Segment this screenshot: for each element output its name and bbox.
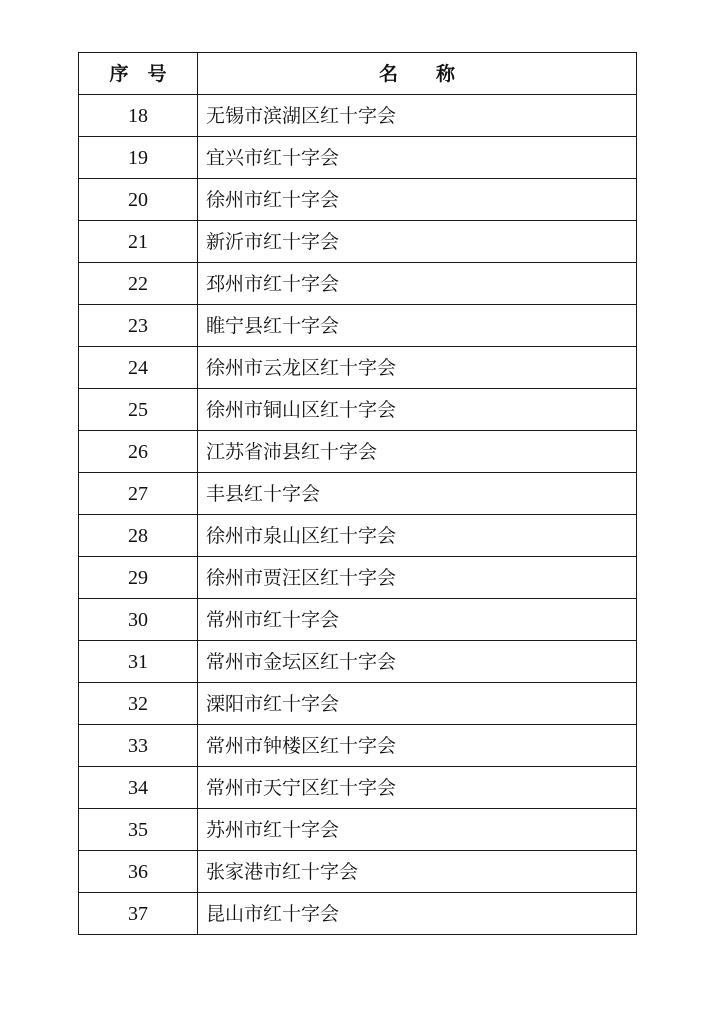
table-row	[79, 515, 637, 557]
row-name: 邳州市红十字会	[198, 263, 637, 305]
table-row	[79, 263, 637, 305]
row-number: 36	[79, 851, 198, 893]
table-row	[79, 347, 637, 389]
row-number: 28	[79, 515, 198, 557]
table-row	[79, 137, 637, 179]
table-row	[79, 641, 637, 683]
table-row	[79, 725, 637, 767]
header-row	[79, 53, 637, 95]
table-row	[79, 473, 637, 515]
header-number: 序 号	[79, 53, 198, 95]
row-name: 昆山市红十字会	[198, 893, 637, 935]
row-name: 睢宁县红十字会	[198, 305, 637, 347]
table-row	[79, 305, 637, 347]
row-number: 37	[79, 893, 198, 935]
row-name: 宜兴市红十字会	[198, 137, 637, 179]
row-number: 32	[79, 683, 198, 725]
row-number: 23	[79, 305, 198, 347]
row-name: 徐州市贾汪区红十字会	[198, 557, 637, 599]
row-name: 丰县红十字会	[198, 473, 637, 515]
row-name: 无锡市滨湖区红十字会	[198, 95, 637, 137]
row-number: 18	[79, 95, 198, 137]
table-row	[79, 431, 637, 473]
row-name: 徐州市铜山区红十字会	[198, 389, 637, 431]
table-row	[79, 683, 637, 725]
row-name: 常州市天宁区红十字会	[198, 767, 637, 809]
row-number: 19	[79, 137, 198, 179]
row-number: 27	[79, 473, 198, 515]
row-number: 31	[79, 641, 198, 683]
row-name: 常州市金坛区红十字会	[198, 641, 637, 683]
row-number: 20	[79, 179, 198, 221]
row-number: 35	[79, 809, 198, 851]
table-row	[79, 599, 637, 641]
row-name: 常州市钟楼区红十字会	[198, 725, 637, 767]
row-number: 21	[79, 221, 198, 263]
table-row	[79, 389, 637, 431]
header-name: 名 称	[198, 53, 637, 95]
row-number: 24	[79, 347, 198, 389]
row-name: 徐州市云龙区红十字会	[198, 347, 637, 389]
table-row	[79, 95, 637, 137]
row-name: 苏州市红十字会	[198, 809, 637, 851]
row-number: 25	[79, 389, 198, 431]
row-number: 33	[79, 725, 198, 767]
row-number: 29	[79, 557, 198, 599]
row-number: 26	[79, 431, 198, 473]
row-name: 张家港市红十字会	[198, 851, 637, 893]
table-row	[79, 809, 637, 851]
table-row	[79, 179, 637, 221]
table-row	[79, 221, 637, 263]
row-name: 徐州市红十字会	[198, 179, 637, 221]
row-number: 30	[79, 599, 198, 641]
table-header	[79, 53, 637, 95]
row-name: 徐州市泉山区红十字会	[198, 515, 637, 557]
row-number: 34	[79, 767, 198, 809]
row-name: 新沂市红十字会	[198, 221, 637, 263]
table-row	[79, 893, 637, 935]
table-body	[79, 95, 637, 935]
table-row	[79, 851, 637, 893]
organization-table	[78, 52, 637, 935]
row-name: 溧阳市红十字会	[198, 683, 637, 725]
row-name: 江苏省沛县红十字会	[198, 431, 637, 473]
table-row	[79, 557, 637, 599]
row-name: 常州市红十字会	[198, 599, 637, 641]
table-row	[79, 767, 637, 809]
row-number: 22	[79, 263, 198, 305]
